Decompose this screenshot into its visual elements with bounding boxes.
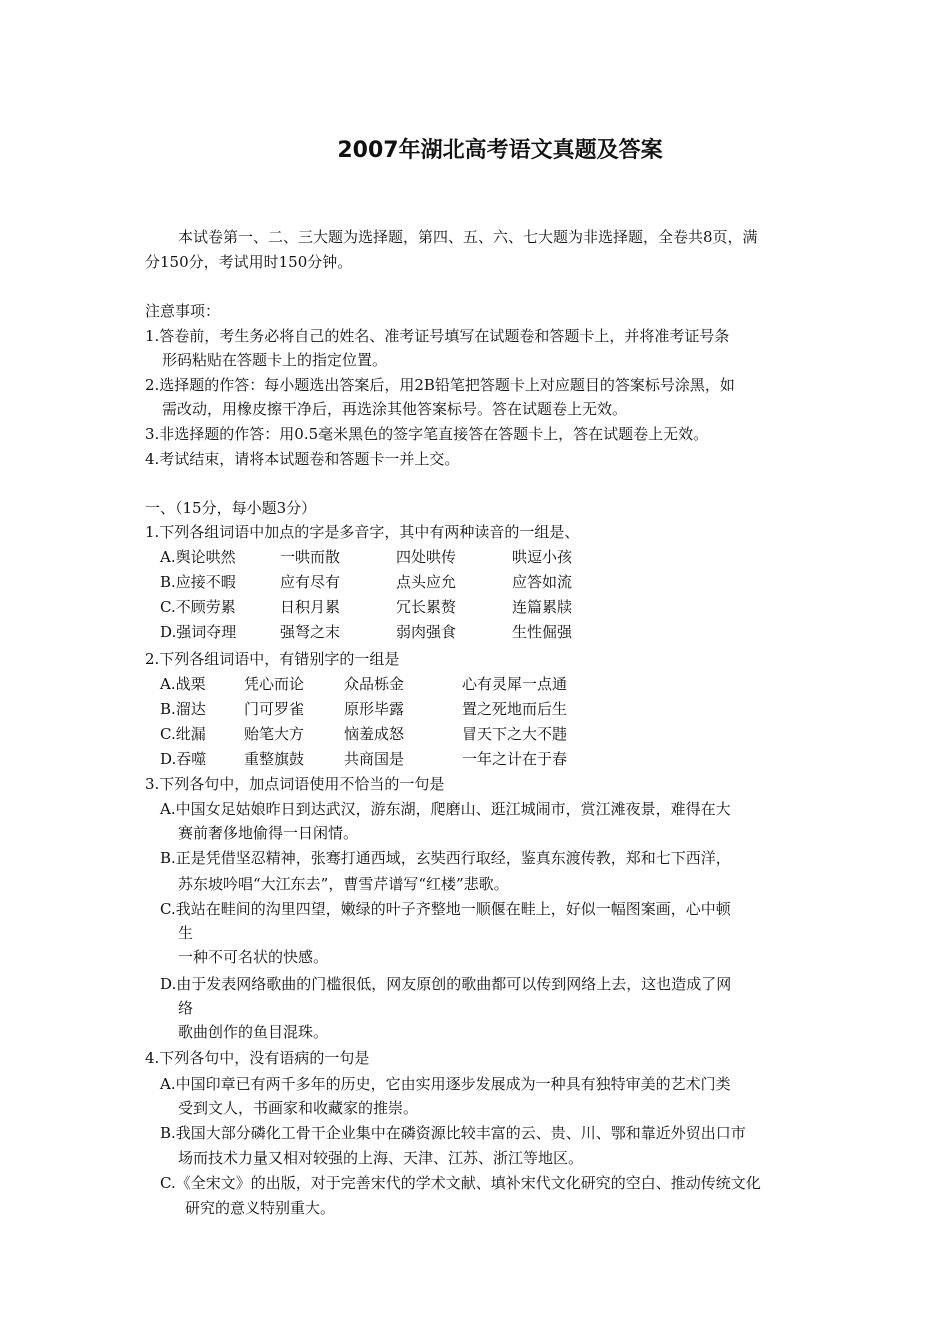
note-item-continued: 形码粘贴在答题卡上的指定位置。 (162, 351, 388, 369)
option-word: 置之死地而后生 (462, 700, 568, 718)
option-text: C.《全宋文》的出版，对于完善宋代的学术文献、填补宋代文化研究的空白、推动传统文化 (160, 1174, 761, 1192)
option-text-continued: 研究的意义特别重大。 (185, 1199, 336, 1217)
option-word: B.溜达 (160, 700, 206, 718)
option-text: A.中国女足姑娘昨日到达武汉，游东湖，爬磨山、逛江城闹市，赏江滩夜景，难得在大 (160, 800, 731, 818)
option-word: 门可罗雀 (244, 700, 305, 718)
option-text-continued: 歌曲创作的鱼目混珠。 (178, 1023, 329, 1041)
option-text: D.由于发表网络歌曲的门槛很低，网友原创的歌曲都可以传到网络上去，这也造成了网 (160, 975, 732, 993)
option-text-continued: 受到文人，书画家和收藏家的推崇。 (178, 1099, 419, 1117)
note-item: 3.非选择题的作答：用0.5毫米黑色的签字笔直接答在答题卡上，答在试题卷上无效。 (145, 425, 709, 443)
option-word: 贻笔大方 (244, 725, 305, 743)
option-text: C.我站在畦间的沟里四望，嫩绿的叶子齐整地一顺偃在畦上，好似一幅图案画，心中顿 (160, 900, 731, 918)
option-word: 弱肉强食 (396, 623, 457, 641)
option-text-continued: 赛前奢侈地偷得一日闲情。 (178, 824, 359, 842)
option-text: B.正是凭借坚忍精神，张骞打通西域，玄奘西行取经，鉴真东渡传教，郑和七下西洋， (160, 849, 731, 867)
option-word: A.战栗 (160, 675, 206, 693)
option-word: 应答如流 (512, 573, 573, 591)
option-text-continued: 苏东坡吟唱“大江东去”，曹雪芹谱写“红楼”悲歌。 (178, 875, 509, 893)
option-word: 四处哄传 (396, 548, 457, 566)
option-text-continued: 场而技术力量又相对较强的上海、天津、江苏、浙江等地区。 (178, 1149, 584, 1167)
option-word: 冒天下之大不韪 (462, 725, 568, 743)
page-title: 2007年湖北高考语文真题及答案 (337, 138, 663, 163)
option-word: D.强词夺理 (160, 623, 237, 641)
option-word: 连篇累牍 (512, 598, 573, 616)
option-text: B.我国大部分磷化工骨干企业集中在磷资源比较丰富的云、贵、川、鄂和靠近外贸出口市 (160, 1124, 746, 1142)
option-word: 恼羞成怒 (344, 725, 405, 743)
option-word: 点头应允 (396, 573, 457, 591)
option-text-continued: 生 (178, 924, 194, 942)
question-stem: 1.下列各组词语中加点的字是多音字，其中有两种读音的一组是、 (145, 523, 580, 541)
note-item: 1.答卷前，考生务必将自己的姓名、准考证号填写在试题卷和答题卡上，并将准考证号条 (145, 327, 730, 345)
option-text-continued: 络 (178, 999, 194, 1017)
option-word: 冗长累赘 (396, 598, 457, 616)
note-item-continued: 需改动，用橡皮擦干净后，再选涂其他答案标号。答在试题卷上无效。 (162, 400, 628, 418)
option-word: B.应接不暇 (160, 573, 236, 591)
option-word: 应有尽有 (280, 573, 341, 591)
option-word: 生性倔强 (512, 623, 573, 641)
option-text: A.中国印章已有两千多年的历史，它由实用逐步发展成为一种具有独特审美的艺术门类 (160, 1075, 731, 1093)
option-word: 强弩之末 (280, 623, 341, 641)
option-word: C.纰漏 (160, 725, 206, 743)
question-stem: 3.下列各句中，加点词语使用不恰当的一句是 (145, 775, 445, 793)
option-word: 原形毕露 (344, 700, 405, 718)
section-heading: 一、（15分，每小题3分） (145, 499, 317, 517)
option-word: 重整旗鼓 (244, 750, 305, 768)
option-word: 众品栎金 (344, 675, 405, 693)
notes-heading: 注意事项： (145, 302, 221, 320)
option-word: 一年之计在于春 (462, 750, 568, 768)
option-word: 凭心而论 (244, 675, 305, 693)
intro-line: 分150分，考试用时150分钟。 (145, 253, 353, 271)
option-word: C.不顾劳累 (160, 598, 236, 616)
option-word: 共商国是 (344, 750, 405, 768)
note-item: 2.选择题的作答：每小题选出答案后，用2B铅笔把答题卡上对应题目的答案标号涂黑，如 (145, 376, 735, 394)
option-word: 哄逗小孩 (512, 548, 573, 566)
option-word: 心有灵犀一点通 (462, 675, 568, 693)
option-text-continued: 一种不可名状的快感。 (178, 948, 329, 966)
option-word: A.舆论哄然 (160, 548, 236, 566)
question-stem: 4.下列各句中，没有语病的一句是 (145, 1049, 370, 1067)
intro-line: 本试卷第一、二、三大题为选择题，第四、五、六、七大题为非选择题，全卷共8页，满 (178, 228, 758, 246)
note-item: 4.考试结束，请将本试题卷和答题卡一并上交。 (145, 450, 460, 468)
option-word: 一哄而散 (280, 548, 341, 566)
option-word: D.吞噬 (160, 750, 207, 768)
option-word: 日积月累 (280, 598, 341, 616)
question-stem: 2.下列各组词语中，有错别字的一组是 (145, 650, 400, 668)
